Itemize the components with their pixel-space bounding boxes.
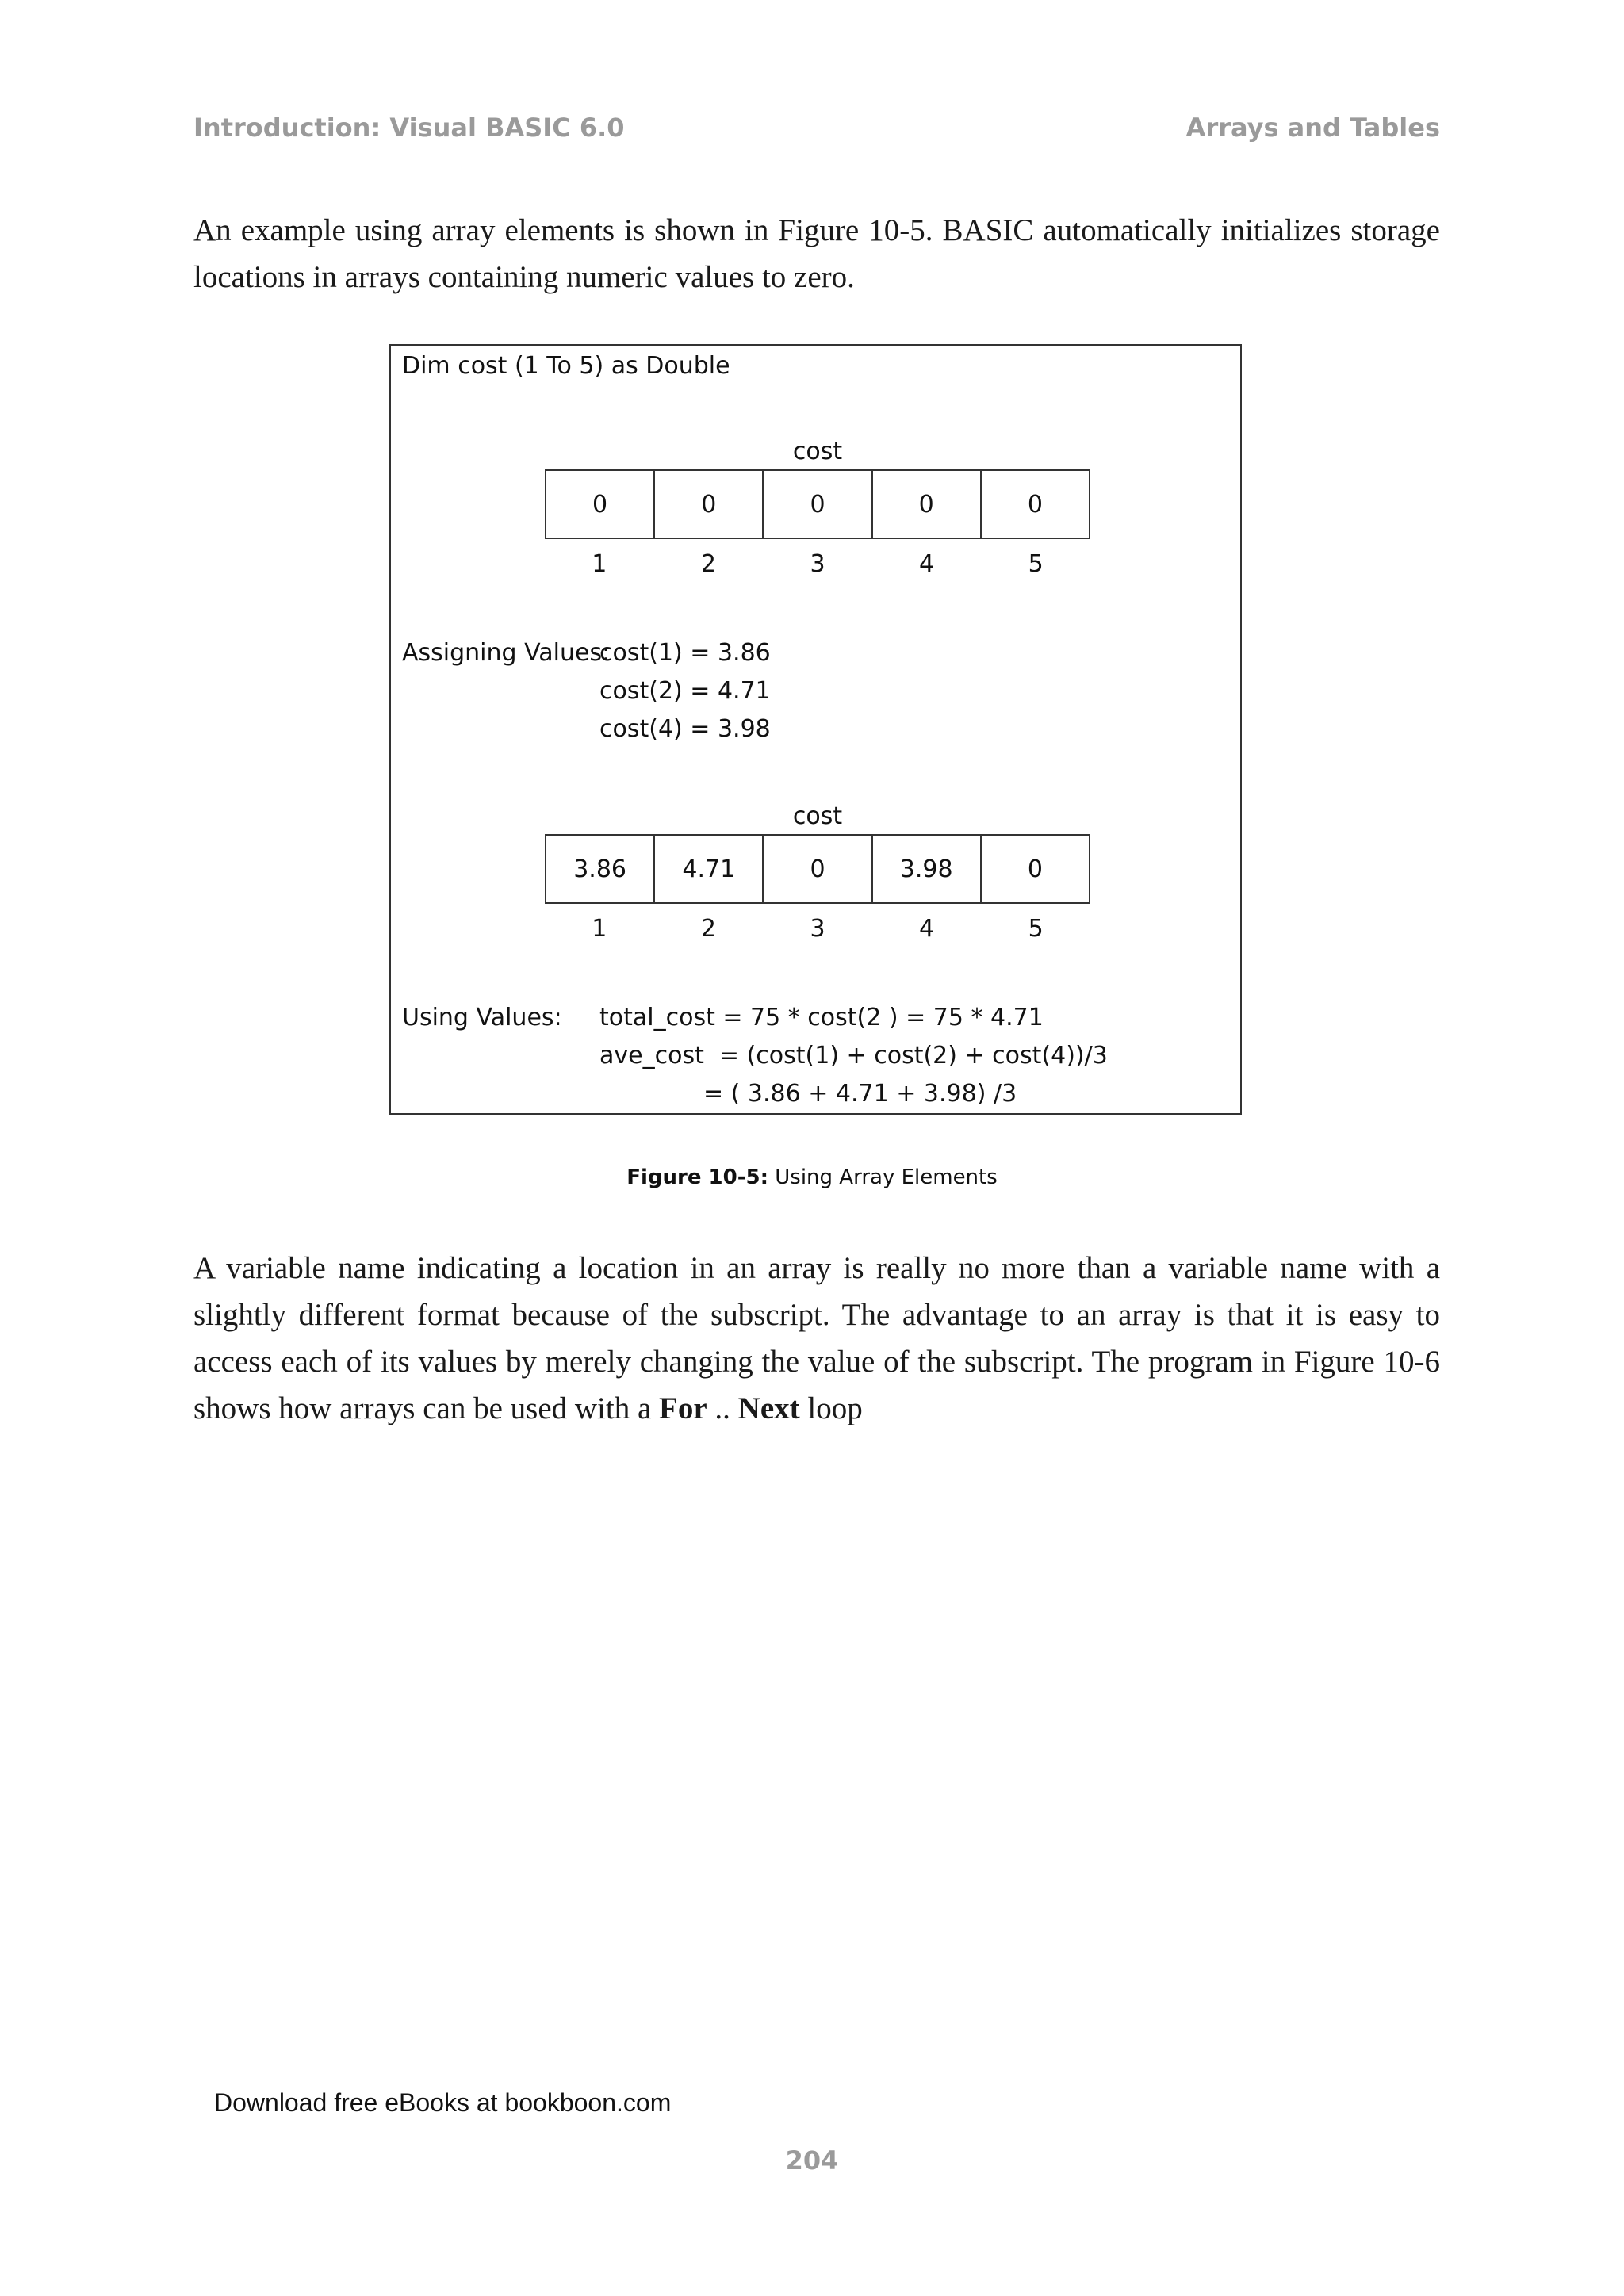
assignment-line: cost(4) = 3.98 — [599, 715, 771, 743]
caption-text: Using Array Elements — [775, 1165, 998, 1189]
figure-caption — [0, 1165, 1624, 1189]
caption-label: Figure 10-5: — [626, 1165, 768, 1189]
using-label: Using Values: — [402, 1004, 562, 1031]
assign-label: Assigning Values: — [402, 639, 611, 667]
array-indices-initial — [545, 550, 1090, 578]
array-assigned — [545, 834, 1090, 904]
array-index: 3 — [810, 915, 825, 943]
intro-paragraph: An example using array elements is shown in Figure 10-5. BASIC automatically initializes storage locations in arrays containing numeric values to zero. — [193, 213, 1440, 294]
array-cell: 0 — [764, 471, 872, 538]
array-label-initial: cost — [792, 438, 843, 465]
array-index: 4 — [919, 550, 935, 578]
array-index: 1 — [592, 915, 607, 943]
running-header-section: Arrays and Tables — [1185, 113, 1440, 143]
array-cell: 0 — [764, 836, 872, 902]
using-line: ave_cost = (cost(1) + cost(2) + cost(4))/3 — [599, 1042, 1108, 1070]
body-text: A variable name indicating a location in an array is really no more than a variable name with a slightly different format because of the subscript. The advantage to an array is that it is easy to access each of its values by merely changing the value of the subscript. The program in Figure 10-6 shows how arrays can be used with a — [193, 1251, 1440, 1425]
keyword-for: For — [659, 1391, 707, 1425]
array-index: 2 — [700, 915, 716, 943]
body-text-end: loop — [807, 1391, 863, 1425]
array-label-assigned: cost — [792, 802, 843, 830]
array-cell: 3.86 — [546, 836, 655, 902]
using-line: = ( 3.86 + 4.71 + 3.98) /3 — [703, 1080, 1017, 1108]
keyword-next: Next — [737, 1391, 800, 1425]
body-paragraph — [193, 1245, 1440, 1432]
array-cell: 0 — [873, 471, 982, 538]
assignment-line: cost(2) = 4.71 — [599, 677, 771, 705]
dim-declaration: Dim cost (1 To 5) as Double — [402, 352, 730, 380]
array-initial — [545, 469, 1090, 539]
assignment-line: cost(1) = 3.86 — [599, 639, 771, 667]
figure-array-elements — [389, 344, 1242, 1115]
array-cell: 0 — [1027, 855, 1043, 883]
array-index: 3 — [810, 550, 825, 578]
array-index: 4 — [919, 915, 935, 943]
array-cell: 4.71 — [655, 836, 764, 902]
array-cell: 0 — [655, 471, 764, 538]
array-index: 5 — [1028, 915, 1044, 943]
array-cell: 0 — [546, 471, 655, 538]
array-indices-assigned — [545, 915, 1090, 943]
running-header-title: Introduction: Visual BASIC 6.0 — [193, 113, 625, 143]
array-index: 1 — [592, 550, 607, 578]
array-index: 2 — [700, 550, 716, 578]
array-cell: 0 — [1027, 490, 1043, 519]
body-separator: .. — [714, 1391, 730, 1425]
footer-download-link[interactable]: Download free eBooks at bookboon.com — [214, 2088, 672, 2117]
using-line: total_cost = 75 * cost(2 ) = 75 * 4.71 — [599, 1004, 1044, 1031]
array-index: 5 — [1028, 550, 1044, 578]
array-cell: 3.98 — [873, 836, 982, 902]
page-number: 204 — [785, 2145, 839, 2175]
